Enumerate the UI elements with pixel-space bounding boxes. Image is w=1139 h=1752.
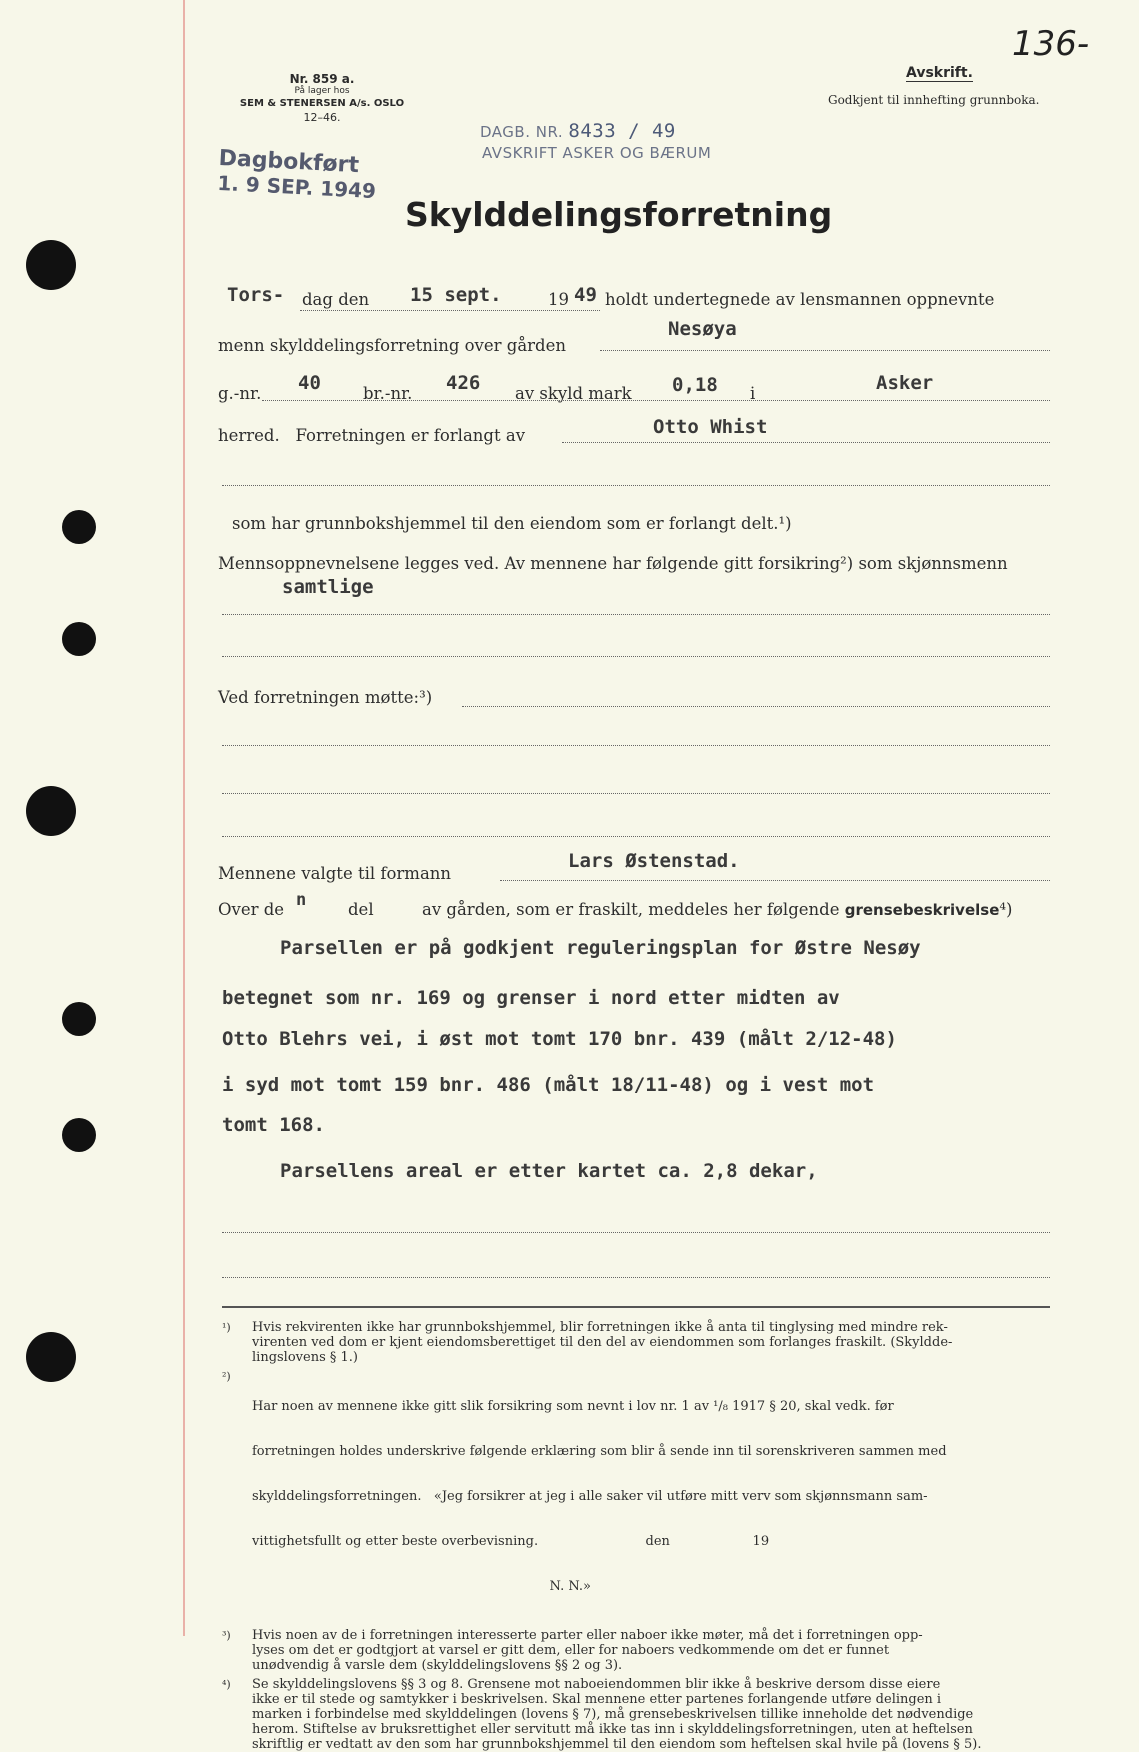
dagb-nr-handwritten: 8433 / 49 bbox=[568, 120, 676, 142]
forsikring-rule bbox=[222, 614, 1050, 615]
footnote-mark: ⁴) bbox=[222, 1678, 231, 1691]
forsikring-answer: samtlige bbox=[282, 576, 374, 598]
godkjent-text: Godkjent til innhefting grunnboka. bbox=[828, 93, 1040, 107]
footnote bbox=[222, 1369, 1056, 1624]
date-value: 15 sept. bbox=[410, 284, 502, 306]
bnr-label: br.-nr. bbox=[363, 384, 413, 403]
footnote-separator bbox=[222, 1306, 1050, 1308]
dag-den-label: dag den bbox=[302, 290, 370, 309]
footnote-line: Har noen av mennene ikke gitt slik forsikring som nevnt i lov nr. 1 av ¹/₈ 1917 § 20, skal vedk. før bbox=[252, 1399, 894, 1414]
intro-text: holdt undertegnede av lensmannen oppnevnte bbox=[605, 290, 995, 309]
footnote-line: Hvis rekvirenten ikke har grunnbokshjemmel, blir forretningen ikke å anta til tinglysing med mindre rek- bbox=[252, 1320, 948, 1335]
formann-rule bbox=[500, 880, 1050, 881]
skyld-value: 0,18 bbox=[672, 374, 718, 396]
year-prefix: 19 bbox=[548, 290, 569, 309]
footnote-line: herom. Stiftelse av bruksrettighet eller servitutt må ikke tas inn i skylddelingsforretningen, uten at heftelsen bbox=[252, 1722, 973, 1737]
bnr-value: 426 bbox=[446, 372, 481, 394]
mennopp-text: Mennsoppnevnelsene legges ved. Av mennene har følgende gitt forsikring²) som skjønnsmenn bbox=[218, 554, 1008, 573]
footnote-line: skriftlig er vedtatt av den som har grunnbokshjemmel til den eiendom som heftelsen skal hvile på (lovens § 5). bbox=[252, 1737, 982, 1752]
margin-line bbox=[183, 0, 185, 1636]
punch-hole bbox=[62, 510, 96, 544]
printer-name: SEM & STENERSEN A/s. OSLO bbox=[239, 98, 405, 109]
grense-bold: grensebeskrivelse bbox=[844, 901, 1000, 919]
description-line: i syd mot tomt 159 bnr. 486 (målt 18/11-48) og i vest mot bbox=[222, 1074, 875, 1096]
footnote-mark: ³) bbox=[222, 1629, 231, 1642]
grunnbok-text: som har grunnbokshjemmel til den eiendom som er forlangt delt.¹) bbox=[232, 514, 792, 533]
page-number: 136- bbox=[1012, 24, 1090, 64]
footnote-mark: ¹) bbox=[222, 1321, 231, 1334]
mote-text: Ved forretningen møtte:³) bbox=[218, 688, 433, 707]
mote-rule bbox=[462, 706, 1050, 707]
description-line: Parsellen er på godkjent reguleringsplan for Østre Nesøy bbox=[280, 937, 921, 959]
footnote-line: forretningen holdes underskrive følgende erklæring som blir å sende inn til sorenskriveren sammen med bbox=[252, 1444, 947, 1459]
footnote-line: skylddelingsforretningen. «Jeg forsikrer at jeg i alle saker vil utføre mitt verv som skjønnsmann sam- bbox=[252, 1489, 928, 1504]
herred-text: herred. Forretningen er forlangt av bbox=[218, 426, 526, 445]
description-line: betegnet som nr. 169 og grenser i nord etter midten av bbox=[222, 987, 840, 1009]
dagbokfort-stamp bbox=[217, 146, 378, 203]
over-rest: av gården, som er fraskilt, meddeles her følgende bbox=[422, 900, 840, 919]
footnote-line: ikke er til stede og samtykker i beskrivelsen. Skal mennene etter partenes forlangende utføre delingen i bbox=[252, 1692, 942, 1707]
punch-hole bbox=[26, 786, 76, 836]
del-text: del bbox=[348, 900, 374, 919]
form-printer-block bbox=[232, 72, 412, 125]
description-line: Parsellens areal er etter kartet ca. 2,8 dekar, bbox=[280, 1160, 818, 1182]
blank-rule bbox=[222, 485, 1050, 486]
punch-hole bbox=[62, 622, 96, 656]
requested-by: Otto Whist bbox=[653, 416, 768, 438]
avskrift-asker-stamp: AVSKRIFT ASKER OG BÆRUM bbox=[482, 144, 712, 162]
punch-hole bbox=[26, 1332, 76, 1382]
footnote-line: N. N.» bbox=[252, 1579, 591, 1594]
mote-rule-4 bbox=[222, 836, 1050, 837]
description-line: tomt 168. bbox=[222, 1114, 325, 1136]
over-n-value: n bbox=[296, 890, 307, 910]
formann-text: Mennene valgte til formann bbox=[218, 864, 452, 883]
grense-mark: ⁴) bbox=[999, 900, 1013, 919]
punch-hole bbox=[62, 1002, 96, 1036]
farm-name: Nesøya bbox=[668, 318, 737, 340]
footnote bbox=[222, 1677, 1056, 1752]
gnr-value: 40 bbox=[298, 372, 321, 394]
footnote-line: Hvis noen av de i forretningen interesserte parter eller naboer ikke møter, må det i forretningen opp- bbox=[252, 1628, 923, 1643]
dagbokfort-label: Dagbokført bbox=[218, 145, 360, 179]
form-number: Nr. 859 a. bbox=[289, 72, 355, 86]
day-prefix: Tors- bbox=[227, 284, 285, 306]
skyld-label: av skyld mark bbox=[515, 384, 632, 403]
farm-rule bbox=[600, 350, 1050, 351]
punch-hole bbox=[62, 1118, 96, 1152]
footnotes bbox=[222, 1320, 1056, 1752]
punch-hole bbox=[26, 240, 76, 290]
over-rest-text bbox=[422, 900, 1012, 919]
footnote-line: Se skylddelingslovens §§ 3 og 8. Grensene mot naboeiendommen blir ikke å beskrive dersom disse eiere bbox=[252, 1677, 941, 1692]
year-value: 49 bbox=[574, 284, 597, 306]
dagbokfort-date: 1. 9 SEP. 1949 bbox=[216, 170, 377, 204]
footnote-line: lingslovens § 1.) bbox=[252, 1350, 358, 1365]
printer-line: På lager hos bbox=[294, 86, 350, 96]
gnr-rule bbox=[262, 400, 1050, 401]
footnote-mark: ²) bbox=[222, 1370, 231, 1383]
requested-rule bbox=[562, 442, 1050, 443]
date-rule bbox=[300, 310, 600, 311]
footnote-line: vittighetsfullt og etter beste overbevisning. den 19 bbox=[252, 1534, 770, 1549]
footnote bbox=[222, 1628, 1056, 1673]
avskrift-label: Avskrift. bbox=[906, 65, 973, 81]
footnote bbox=[222, 1320, 1056, 1365]
mote-rule-2 bbox=[222, 745, 1050, 746]
description-line: Otto Blehrs vei, i øst mot tomt 170 bnr. 439 (målt 2/12-48) bbox=[222, 1028, 897, 1050]
description-rule-2 bbox=[222, 1277, 1050, 1278]
dagb-nr-label: DAGB. NR. bbox=[480, 123, 564, 141]
dagb-nr-stamp bbox=[480, 120, 676, 142]
footnote-line: virenten ved dom er kjent eiendomsberettiget til den del av eiendommen som forlanges fraskilt. (Skyldde- bbox=[252, 1335, 953, 1350]
footnote-line: lyses om det er godtgjort at varsel er gitt dem, eller for naboers vedkommende om det er funnet bbox=[252, 1643, 890, 1658]
menn-text: menn skylddelingsforretning over gården bbox=[218, 336, 567, 355]
mote-rule-3 bbox=[222, 793, 1050, 794]
municipality: Asker bbox=[876, 372, 934, 394]
i-label: i bbox=[750, 384, 756, 403]
document-title: Skylddelingsforretning bbox=[405, 195, 833, 234]
gnr-label: g.-nr. bbox=[218, 384, 262, 403]
formann-name: Lars Østenstad. bbox=[568, 850, 740, 872]
description-rule bbox=[222, 1232, 1050, 1233]
printer-date: 12–46. bbox=[303, 111, 341, 124]
footnote-line: marken i forbindelse med skylddelingen (lovens § 7), må grensebeskrivelsen tillike inneholde det nødvendige bbox=[252, 1707, 974, 1722]
footnote-line: unødvendig å varsle dem (skylddelingslovens §§ 2 og 3). bbox=[252, 1658, 623, 1673]
over-de-text: Over de bbox=[218, 900, 285, 919]
forsikring-rule-2 bbox=[222, 656, 1050, 657]
